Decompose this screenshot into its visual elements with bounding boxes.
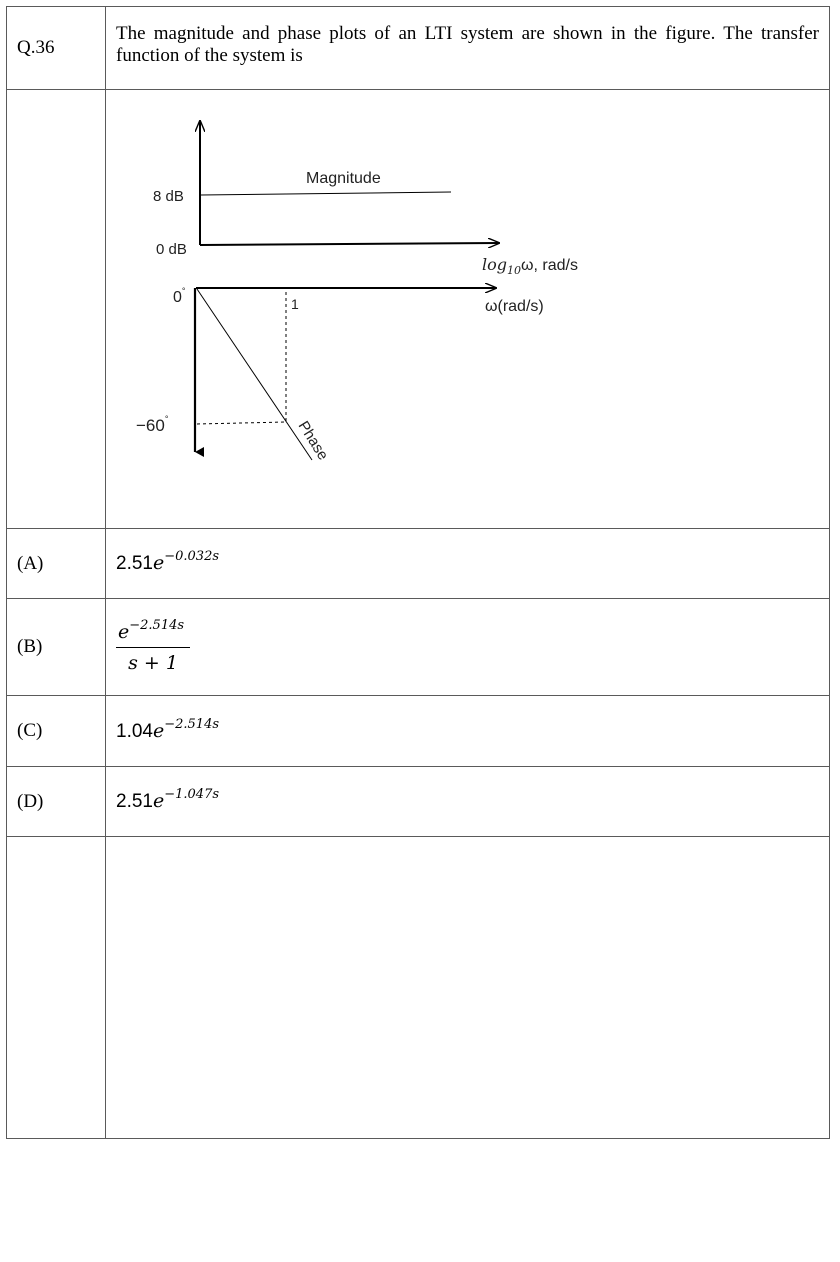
phase-minus60-dashed — [197, 422, 286, 424]
option-c[interactable]: $1.04e^{-2.514s}$ — [106, 696, 830, 767]
phase-line — [197, 289, 312, 460]
question-table — [6, 6, 830, 1139]
option-a[interactable]: $2.51e^{-0.032s}$ — [106, 529, 830, 599]
option-d-label: (D) — [7, 767, 106, 837]
question-text: The magnitude and phase plots of an LTI system are shown in the figure. The transfer function of the system is — [116, 23, 819, 66]
mag-8db-label: 8 dB — [153, 188, 184, 205]
mag-axis-label: $\log_{10}\omega$, rad/s — [482, 255, 578, 277]
option-row-a — [7, 529, 830, 599]
phase-0-label: 0° — [173, 286, 186, 306]
blank-row — [7, 837, 830, 1139]
option-row-b — [7, 599, 830, 696]
option-d[interactable]: $2.51e^{-1.047s}$ — [106, 767, 830, 837]
option-b[interactable]: $\frac{e^{-2.514s}}{s + 1}$ — [106, 599, 830, 696]
option-c-label: (C) — [7, 696, 106, 767]
option-a-label: (A) — [7, 529, 106, 599]
magnitude-label: Magnitude — [306, 170, 381, 187]
option-row-d — [7, 767, 830, 837]
magnitude-x-axis — [200, 243, 499, 245]
phase-tick-1-label: 1 — [291, 296, 299, 312]
mag-0db-label: 0 dB — [156, 241, 187, 258]
figure-cell — [106, 90, 830, 529]
question-row — [7, 7, 830, 90]
phase-minus60-label: −60° — [136, 414, 169, 435]
figure-row — [7, 90, 830, 529]
option-b-label: (B) — [7, 599, 106, 696]
magnitude-line — [201, 192, 451, 195]
phase-axis-label: ω(rad/s) — [485, 298, 544, 315]
option-row-c — [7, 696, 830, 767]
bode-figure — [106, 90, 840, 523]
question-number: Q.36 — [7, 7, 106, 90]
phase-curve-label: Phase — [294, 418, 332, 464]
